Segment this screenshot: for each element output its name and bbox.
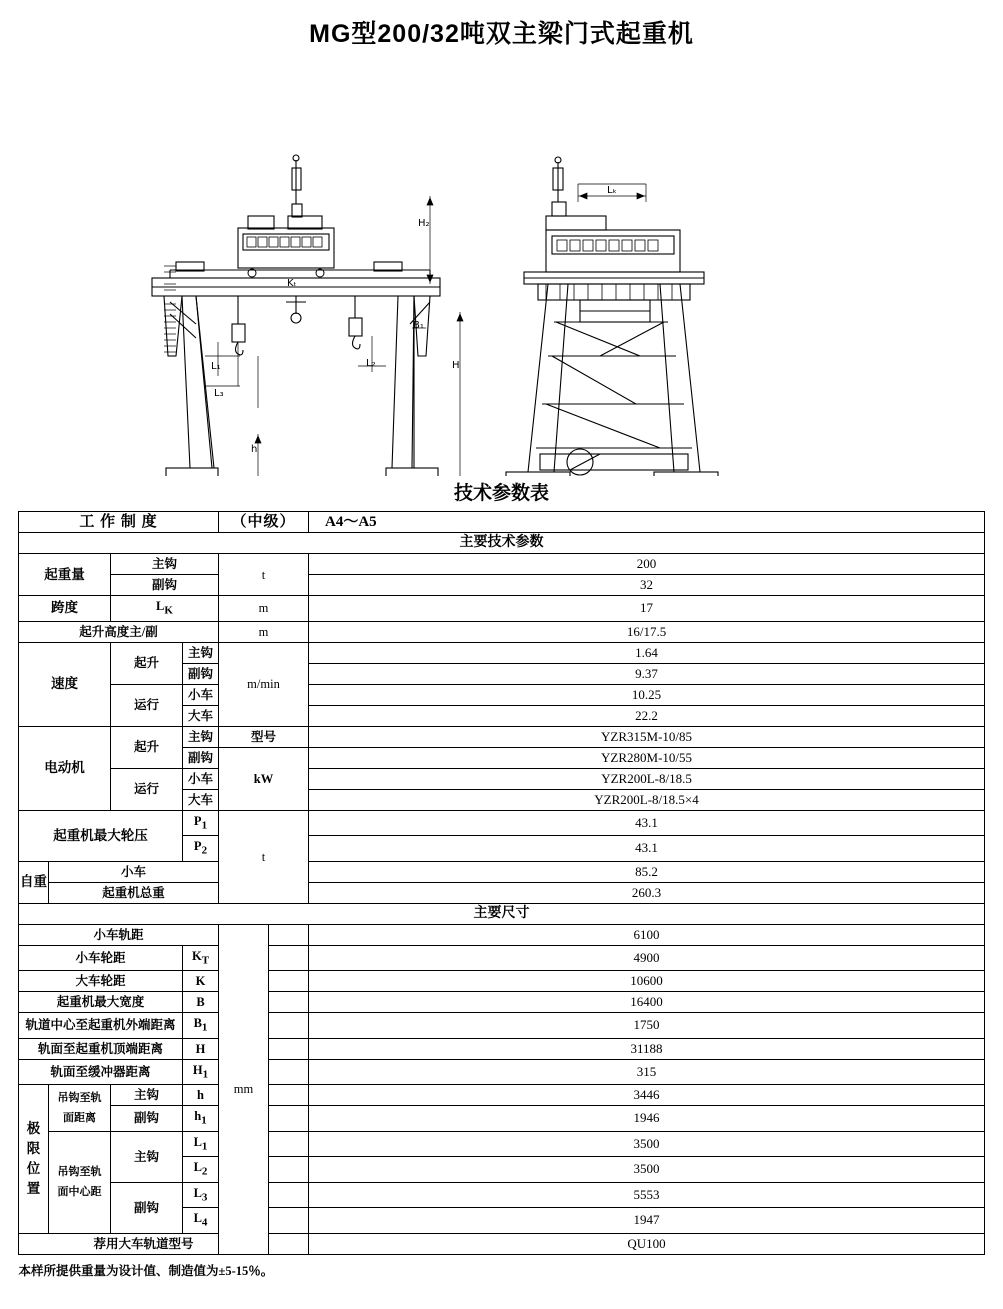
table-row: [18, 596, 984, 622]
value-cell: YZR200L-8/18.5: [309, 768, 985, 789]
limit-symbol: L3: [182, 1182, 218, 1208]
row-sym-span: LK: [110, 596, 218, 622]
table-row: [18, 810, 984, 836]
value-cell: 200: [309, 554, 985, 575]
row-sub-trolley: 小车: [182, 768, 218, 789]
row-sub-aux-hook: 副钩: [110, 575, 218, 596]
table-row: [18, 882, 984, 903]
value-cell: 43.1: [309, 836, 985, 862]
table-row-section-main-dims: [18, 903, 984, 924]
unit-cell: m/min: [219, 642, 309, 726]
value-cell: 10600: [309, 971, 985, 992]
row-sub-aux-hook: 副钩: [182, 747, 218, 768]
dim-label: 轨面至缓冲器距离: [18, 1059, 182, 1085]
table-row: [18, 945, 984, 971]
row-sub-main-hook: 主钩: [110, 554, 218, 575]
svg-text:L₂: L₂: [366, 358, 376, 369]
row-sub-travelling: 运行: [110, 684, 182, 726]
svg-text:Kₜ: Kₜ: [287, 278, 297, 289]
limit-position-label: 极 限 位 置: [18, 1085, 48, 1234]
technical-parameters-table: [18, 511, 985, 1255]
limit-symbol: L4: [182, 1208, 218, 1234]
table-caption: 技术参数表: [453, 483, 549, 504]
value-cell: 85.2: [309, 861, 985, 882]
dim-label: 小车轮距: [18, 945, 182, 971]
rail-type-label: 荐用大车轨道型号: [18, 1233, 268, 1254]
value-cell: 3500: [309, 1157, 985, 1183]
row-group-motor: 电动机: [18, 726, 110, 810]
table-row: [18, 1038, 984, 1059]
value-cell: 6100: [309, 924, 985, 945]
row-group-deadweight: 自重: [18, 861, 48, 903]
value-cell: 1946: [309, 1106, 985, 1132]
value-cell: 32: [309, 575, 985, 596]
value-cell: 4900: [309, 945, 985, 971]
table-row-section-main-params: [18, 533, 984, 554]
value-cell: 1.64: [309, 642, 985, 663]
svg-text:H: H: [452, 360, 460, 371]
value-cell: 22.2: [309, 705, 985, 726]
table-row: [18, 575, 984, 596]
limit-group-label: 吊钩至轨 面中心距: [48, 1131, 110, 1233]
value-cell: YZR280M-10/55: [309, 747, 985, 768]
table-row: [18, 684, 984, 705]
table-row: [18, 621, 984, 642]
row-sub-trolley: 小车: [48, 861, 218, 882]
value-cell: QU100: [309, 1233, 985, 1254]
row-group-speed: 速度: [18, 642, 110, 726]
row-group-lift-height: 起升高度主/副: [18, 621, 218, 642]
unit-mm: mm: [219, 924, 269, 1254]
limit-symbol: L1: [182, 1131, 218, 1157]
table-row-rail: [18, 1233, 984, 1254]
svg-text:h: h: [251, 444, 258, 455]
value-cell: 3500: [309, 1131, 985, 1157]
limit-hook: 副钩: [110, 1182, 182, 1233]
dim-label: 轨道中心至起重机外端距离: [18, 1013, 182, 1039]
value-cell: 260.3: [309, 882, 985, 903]
limit-symbol: h1: [182, 1106, 218, 1132]
table-row: [18, 726, 984, 747]
row-sub-trolley: 小车: [182, 684, 218, 705]
table-row: [18, 1013, 984, 1039]
row-sub-main-hook: 主钩: [182, 726, 218, 747]
limit-hook: 主钩: [110, 1085, 182, 1106]
unit-model: 型号: [219, 726, 309, 747]
value-cell: 315: [309, 1059, 985, 1085]
svg-text:L₁: L₁: [211, 361, 221, 372]
row-sub-crane: 大车: [182, 705, 218, 726]
value-cell: 10.25: [309, 684, 985, 705]
table-row-work-regime: [18, 512, 984, 533]
value-cell: YZR200L-8/18.5×4: [309, 789, 985, 810]
table-row: [18, 642, 984, 663]
unit-cell: m: [219, 596, 309, 622]
unit-cell: t: [219, 554, 309, 596]
value-cell: 16/17.5: [309, 621, 985, 642]
value-cell: 5553: [309, 1182, 985, 1208]
value-cell: 16400: [309, 992, 985, 1013]
dim-label: 小车轨距: [18, 924, 218, 945]
unit-kw: kW: [219, 747, 309, 810]
row-sub-total-weight: 起重机总重: [48, 882, 218, 903]
unit-cell: m: [219, 621, 309, 642]
row-sym-p2: P2: [182, 836, 218, 862]
table-row: [18, 1085, 984, 1106]
table-row: [18, 1182, 984, 1208]
row-sub-aux-hook: 副钩: [182, 663, 218, 684]
dim-symbol: H: [182, 1038, 218, 1059]
svg-text:Lₖ: Lₖ: [607, 185, 617, 196]
dim-label: 起重机最大宽度: [18, 992, 182, 1013]
value-cell: YZR315M-10/85: [309, 726, 985, 747]
footnote: 本样所提供重量为设计值、制造值为±5-15％。: [18, 1263, 274, 1278]
row-group-wheel-pressure: 起重机最大轮压: [18, 810, 182, 861]
row-group-lifting-capacity: 起重量: [18, 554, 110, 596]
value-cell: 17: [309, 596, 985, 622]
row-group-span: 跨度: [18, 596, 110, 622]
table-row: [18, 992, 984, 1013]
table-row: [18, 768, 984, 789]
dim-symbol: B1: [182, 1013, 218, 1039]
page-title: MG型200/32吨双主梁门式起重机: [309, 20, 694, 48]
svg-text:L₃: L₃: [214, 388, 224, 399]
work-regime-value: A4～A5: [309, 512, 985, 533]
value-cell: 1947: [309, 1208, 985, 1234]
work-regime-label: 工 作 制 度: [18, 512, 218, 533]
row-sub-main-hook: 主钩: [182, 642, 218, 663]
dim-symbol: H1: [182, 1059, 218, 1085]
row-sub-crane: 大车: [182, 789, 218, 810]
section-main-dims: 主要尺寸: [18, 903, 984, 924]
value-cell: 1750: [309, 1013, 985, 1039]
value-cell: 31188: [309, 1038, 985, 1059]
svg-text:B₁: B₁: [413, 320, 424, 331]
limit-hook: 副钩: [110, 1106, 182, 1132]
table-row: [18, 554, 984, 575]
value-cell: 3446: [309, 1085, 985, 1106]
work-regime-grade: （中级）: [219, 512, 309, 533]
row-sym-p1: P1: [182, 810, 218, 836]
crane-technical-drawing: [0, 56, 1003, 476]
row-sub-travelling: 运行: [110, 768, 182, 810]
limit-hook: 主钩: [110, 1131, 182, 1182]
dim-symbol: K: [182, 971, 218, 992]
table-row: [18, 1106, 984, 1132]
table-row: [18, 861, 984, 882]
table-row: [18, 924, 984, 945]
dim-label: 轨面至起重机顶端距离: [18, 1038, 182, 1059]
section-main-params: 主要技术参数: [18, 533, 984, 554]
limit-symbol: L2: [182, 1157, 218, 1183]
dim-symbol: B: [182, 992, 218, 1013]
table-row: [18, 1131, 984, 1157]
unit-cell: t: [219, 810, 309, 903]
dim-label: 大车轮距: [18, 971, 182, 992]
row-sub-hoisting: 起升: [110, 726, 182, 768]
value-cell: 9.37: [309, 663, 985, 684]
table-row: [18, 1059, 984, 1085]
svg-text:H₂: H₂: [418, 218, 430, 229]
value-cell: 43.1: [309, 810, 985, 836]
limit-symbol: h: [182, 1085, 218, 1106]
row-sub-hoisting: 起升: [110, 642, 182, 684]
dim-symbol: KT: [182, 945, 218, 971]
limit-group-label: 吊钩至轨 面距离: [48, 1085, 110, 1132]
table-row: [18, 971, 984, 992]
